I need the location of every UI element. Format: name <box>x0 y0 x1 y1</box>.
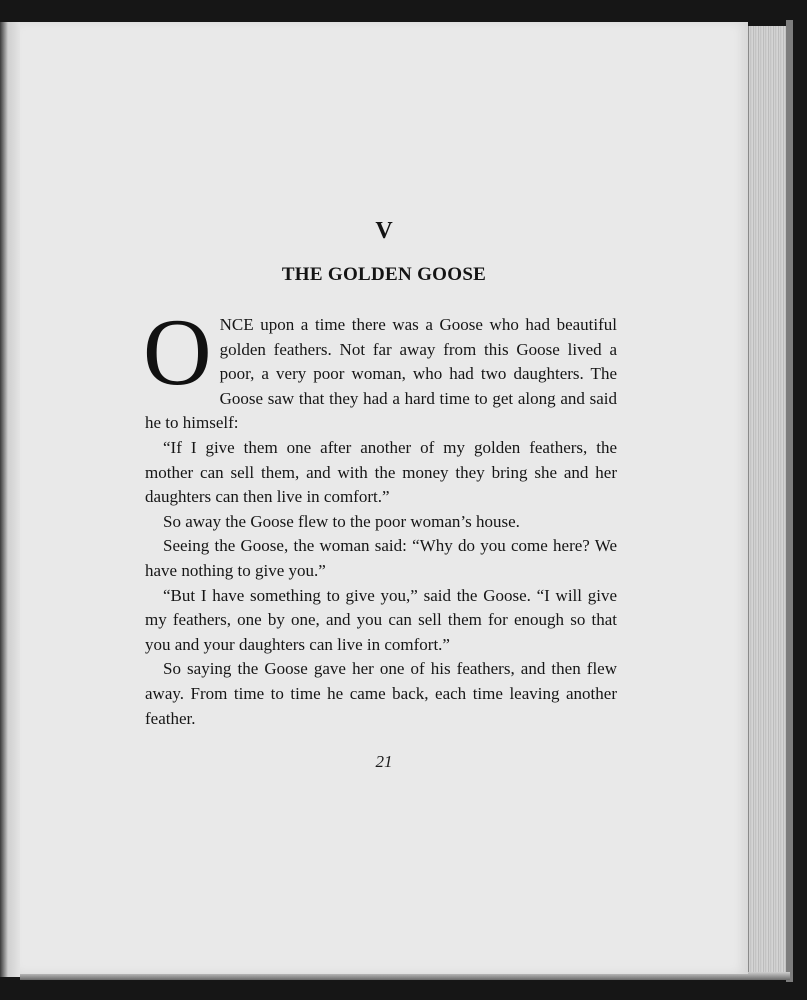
paragraph: Seeing the Goose, the woman said: “Why do you come here? We have nothing to give you.” <box>145 536 617 580</box>
opening-text: NCE upon a time there was a Goose who had beautiful golden feathers. Not far away from this Goose lived a poor, a very poor woman, who had two daughters. The Goose saw that they had a hard time to get along and said he to himself: <box>145 315 617 433</box>
opening-paragraph <box>143 299 617 436</box>
book-cover-edge <box>786 20 793 982</box>
chapter-title: THE GOLDEN GOOSE <box>281 264 487 285</box>
paragraph: “But I have something to give you,” said the Goose. “I will give my feathers, one by one, and you can sell them for enough so that you and your daughters can live in comfort.” <box>145 585 617 654</box>
page-stack-edge <box>748 26 789 976</box>
facing-page-edge <box>0 22 20 977</box>
drop-cap: O <box>143 299 212 405</box>
page-number: 21 <box>375 752 393 771</box>
paragraph: “If I give them one after another of my golden feathers, the mother can sell them, and with the money they bring she and her daughters can then live in comfort.” <box>145 437 617 507</box>
chapter-number: V <box>375 218 393 244</box>
paragraph: So away the Goose flew to the poor woman’s house. <box>163 511 520 531</box>
body-text <box>143 299 617 731</box>
paragraph: So saying the Goose gave her one of his feathers, and then flew away. From time to time he came back, each time leaving another feather. <box>145 659 617 728</box>
